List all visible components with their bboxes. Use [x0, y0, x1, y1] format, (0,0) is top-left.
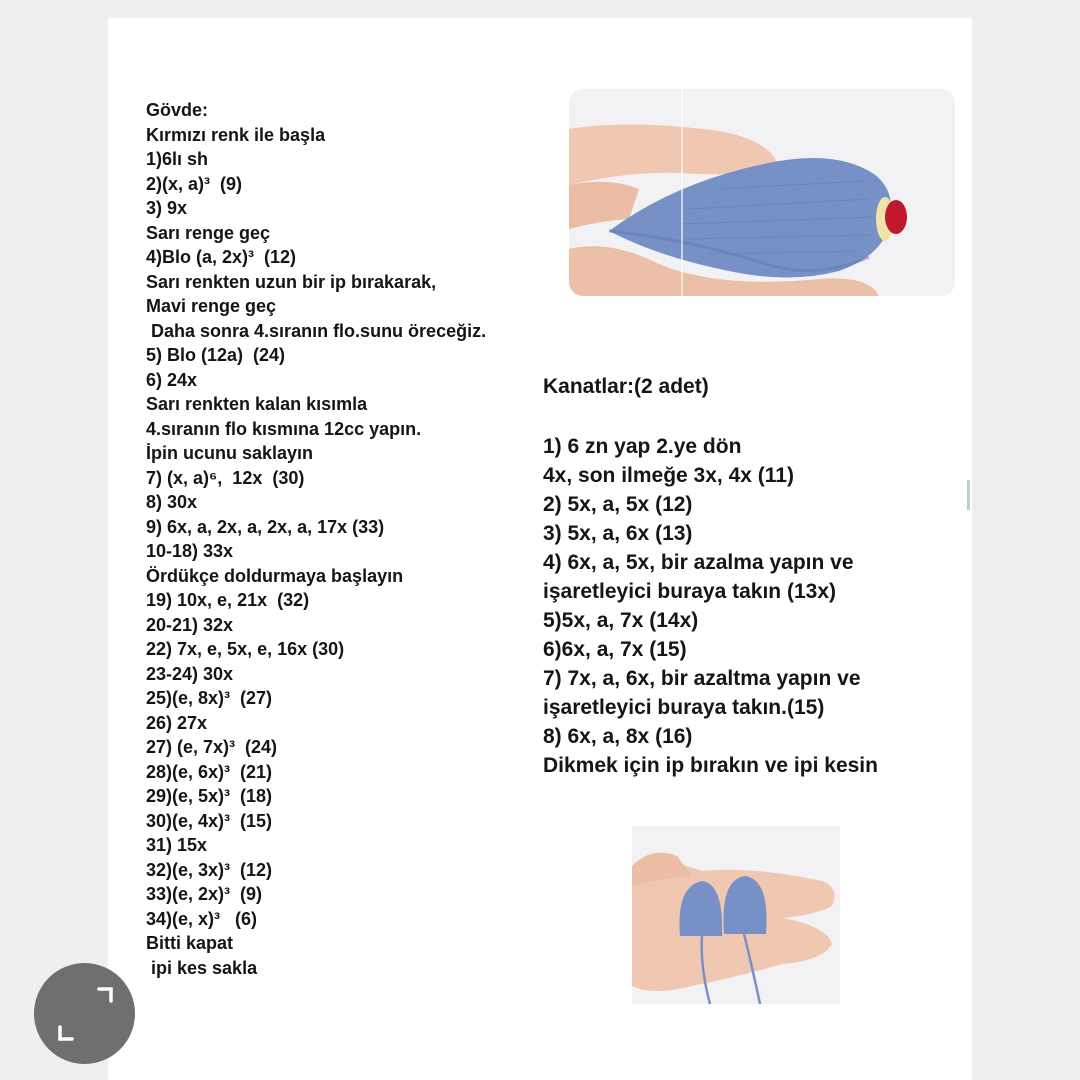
body-instruction-line: 5) Blo (12a) (24)	[146, 345, 286, 365]
wing-instruction-line: 1) 6 zn yap 2.ye dön	[543, 435, 742, 458]
body-instruction-line: 7) (x, a)⁶, 12x (30)	[146, 467, 305, 488]
body-instruction-line: 4.sıranın flo kısmına 12cc yapın.	[146, 418, 422, 439]
body-instruction-line: 30)(e, 4x)³ (15)	[146, 810, 273, 831]
wing-instruction-line: 7) 7x, a, 6x, bir azaltma yapın ve	[543, 667, 861, 690]
body-instruction-line: 25)(e, 8x)³ (27)	[146, 688, 273, 708]
body-instruction-line: Ördükçe doldurmaya başlayın	[146, 565, 404, 586]
crochet-body-illustration	[569, 89, 955, 296]
body-instruction-line: İpin ucunu saklayın	[146, 443, 314, 463]
body-instruction-line: 2)(x, a)³ (9)	[146, 173, 243, 194]
body-instruction-line: 31) 15x	[146, 835, 208, 855]
body-instruction-line: 26) 27x	[146, 712, 208, 733]
body-instruction-line: 23-24) 30x	[146, 663, 234, 684]
wing-instruction-line: 4) 6x, a, 5x, bir azalma yapın ve	[543, 551, 854, 574]
body-instruction-line: 28)(e, 6x)³ (21)	[146, 761, 273, 782]
body-instruction-line: Daha sonra 4.sıranın flo.sunu öreceğiz.	[146, 320, 487, 341]
crochet-wings-illustration	[632, 826, 840, 1004]
red-tip	[885, 200, 907, 234]
body-instruction-line: 32)(e, 3x)³ (12)	[146, 859, 273, 880]
body-instruction-line: 22) 7x, e, 5x, e, 16x (30)	[146, 639, 345, 659]
wing-instruction-line: işaretleyici buraya takın.(15)	[543, 696, 825, 719]
body-instruction-line: 33)(e, 2x)³ (9)	[146, 884, 263, 904]
body-instruction-line: Mavi renge geç	[146, 296, 277, 316]
body-instruction-line: Kırmızı renk ile başla	[146, 124, 326, 145]
body-instructions	[146, 98, 546, 980]
body-instruction-line: ipi kes sakla	[146, 957, 258, 978]
body-instruction-line: 1)6lı sh	[146, 149, 209, 169]
body-instruction-line: 20-21) 32x	[146, 614, 234, 635]
body-instruction-line: 29)(e, 5x)³ (18)	[146, 786, 273, 806]
photo-crochet-wings	[632, 826, 840, 1004]
photo-crochet-body	[569, 89, 955, 296]
expand-icon	[34, 963, 135, 1064]
body-instruction-line: 10-18) 33x	[146, 541, 234, 561]
body-instruction-line: Gövde:	[146, 100, 209, 120]
wing-instruction-line: 8) 6x, a, 8x (16)	[543, 725, 693, 748]
body-instruction-line: Bitti kapat	[146, 933, 234, 953]
body-instruction-line: Sarı renge geç	[146, 222, 271, 243]
wings-heading: Kanatlar:(2 adet)	[543, 375, 709, 398]
body-instruction-line: 19) 10x, e, 21x (32)	[146, 590, 310, 610]
wing-instruction-line: 3) 5x, a, 6x (13)	[543, 522, 693, 545]
wings-instructions	[543, 432, 943, 780]
body-instruction-line: 34)(e, x)³ (6)	[146, 908, 258, 929]
body-instruction-line: 3) 9x	[146, 198, 188, 218]
wing-instruction-line: 5)5x, a, 7x (14x)	[543, 609, 699, 632]
body-instruction-line: Sarı renkten kalan kısımla	[146, 394, 368, 414]
wing-instruction-line: işaretleyici buraya takın (13x)	[543, 580, 836, 603]
body-instruction-line: 9) 6x, a, 2x, a, 2x, a, 17x (33)	[146, 516, 385, 537]
body-instruction-line: 6) 24x	[146, 369, 198, 390]
body-instruction-line: 8) 30x	[146, 492, 198, 512]
body-instruction-line: 4)Blo (a, 2x)³ (12)	[146, 247, 297, 267]
fullscreen-button[interactable]	[34, 963, 135, 1064]
wing-instruction-line: 6)6x, a, 7x (15)	[543, 638, 687, 661]
edge-marker	[967, 480, 970, 510]
wing-instruction-line: 4x, son ilmeğe 3x, 4x (11)	[543, 464, 794, 487]
body-instruction-line: Sarı renkten uzun bir ip bırakarak,	[146, 271, 437, 292]
wing-instruction-line: 2) 5x, a, 5x (12)	[543, 493, 693, 516]
body-instruction-line: 27) (e, 7x)³ (24)	[146, 737, 278, 757]
wing-instruction-line: Dikmek için ip bırakın ve ipi kesin	[543, 754, 878, 777]
